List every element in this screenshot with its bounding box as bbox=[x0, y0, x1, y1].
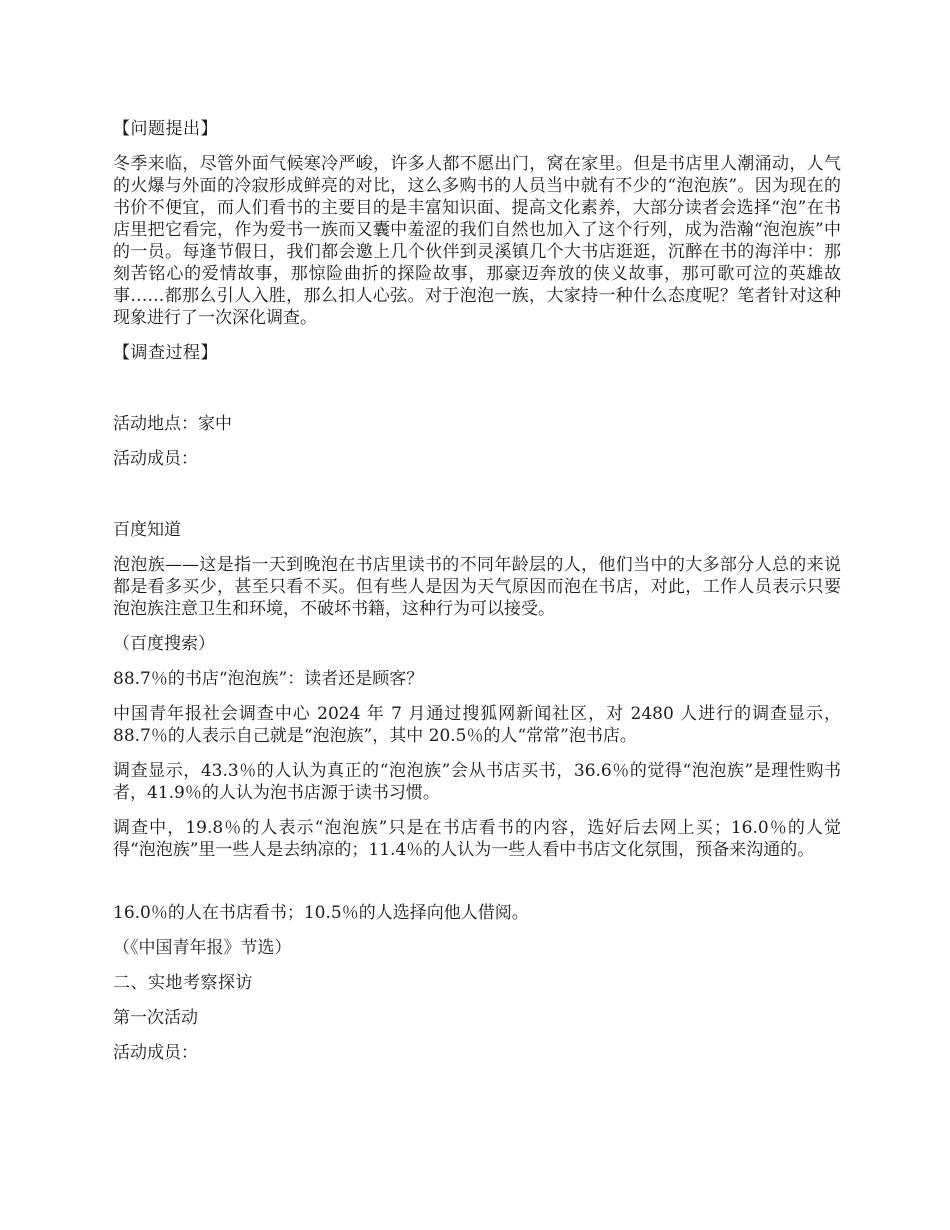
survey-paragraph-1: 中国青年报社会调查中心 2024 年 7 月通过搜狐网新闻社区，对 2480 人进行的调查显示，88.7％的人表示自己就是“泡泡族”，其中 20.5％的人“常常”泡书店。 bbox=[113, 704, 841, 746]
section-heading-process: 【调查过程】 bbox=[113, 343, 218, 363]
baidu-title: 百度知道 bbox=[113, 520, 181, 540]
survey-source: （《中国青年报》节选） bbox=[113, 938, 292, 958]
baidu-paragraph: 泡泡族——这是指一天到晚泡在书店里读书的不同年龄层的人，他们当中的大多部分人总的来说都是看多买少，甚至只看不买。但有些人是因为天气原因而泡在书店，对此，工作人员表示只要泡泡族注意卫生和环境，不破坏书籍，这种行为可以接受。 bbox=[113, 555, 841, 619]
problem-paragraph: 冬季来临，尽管外面气候寒冷严峻，许多人都不愿出门，窝在家里。但是书店里人潮涌动，人气的火爆与外面的冷寂形成鲜亮的对比，这么多购书的人员当中就有不少的“泡泡族”。因为现在的书价不便宜，而人们看书的主要目的是丰富知识面、提高文化素养，大部分读者会选择“泡”在书店里把它看完，作为爱书一族而又囊中羞涩的我们自然也加入了这个行列，成为浩瀚“泡泡族”中的一员。每逢节假日，我们都会邀上几个伙伴到灵溪镇几个大书店逛逛，沉醉在书的海洋中：那刻苦铭心的爱情故事，那惊险曲折的探险故事，那豪迈奔放的侠义故事，那可歌可泣的英雄故事……都那么引人入胜，那么扣人心弦。对于泡泡一族，大家持一种什么态度呢？笔者针对这种现象进行了一次深化调查。 bbox=[113, 154, 841, 328]
survey-paragraph-3: 调查中，19.8％的人表示“泡泡族”只是在书店看书的内容，选好后去网上买；16.0％的人觉得“泡泡族”里一些人是去纳凉的；11.4％的人认为一些人看中书店文化氛围，预备来沟通的。 bbox=[113, 818, 841, 860]
document-page bbox=[113, 118, 841, 1077]
activity-1-title: 第一次活动 bbox=[113, 1008, 198, 1028]
spacer bbox=[113, 874, 841, 902]
survey-paragraph-2: 调查显示，43.3％的人认为真正的“泡泡族”会从书店买书，36.6％的觉得“泡泡族”是理性购书者，41.9％的人认为泡书店源于读书习惯。 bbox=[113, 761, 841, 803]
baidu-source: （百度搜索） bbox=[113, 634, 215, 654]
activity-1-members: 活动成员： bbox=[113, 1043, 198, 1063]
section-heading-problem: 【问题提出】 bbox=[113, 119, 218, 139]
section-heading-field: 二、实地考察探访 bbox=[113, 973, 253, 993]
survey-title: 88.7％的书店“泡泡族”：读者还是顾客？ bbox=[113, 669, 424, 689]
activity-members: 活动成员： bbox=[113, 449, 198, 469]
spacer bbox=[113, 377, 841, 413]
activity-location: 活动地点：家中 bbox=[113, 414, 232, 434]
survey-paragraph-4: 16.0％的人在书店看书；10.5％的人选择向他人借阅。 bbox=[113, 903, 529, 923]
spacer bbox=[113, 483, 841, 519]
